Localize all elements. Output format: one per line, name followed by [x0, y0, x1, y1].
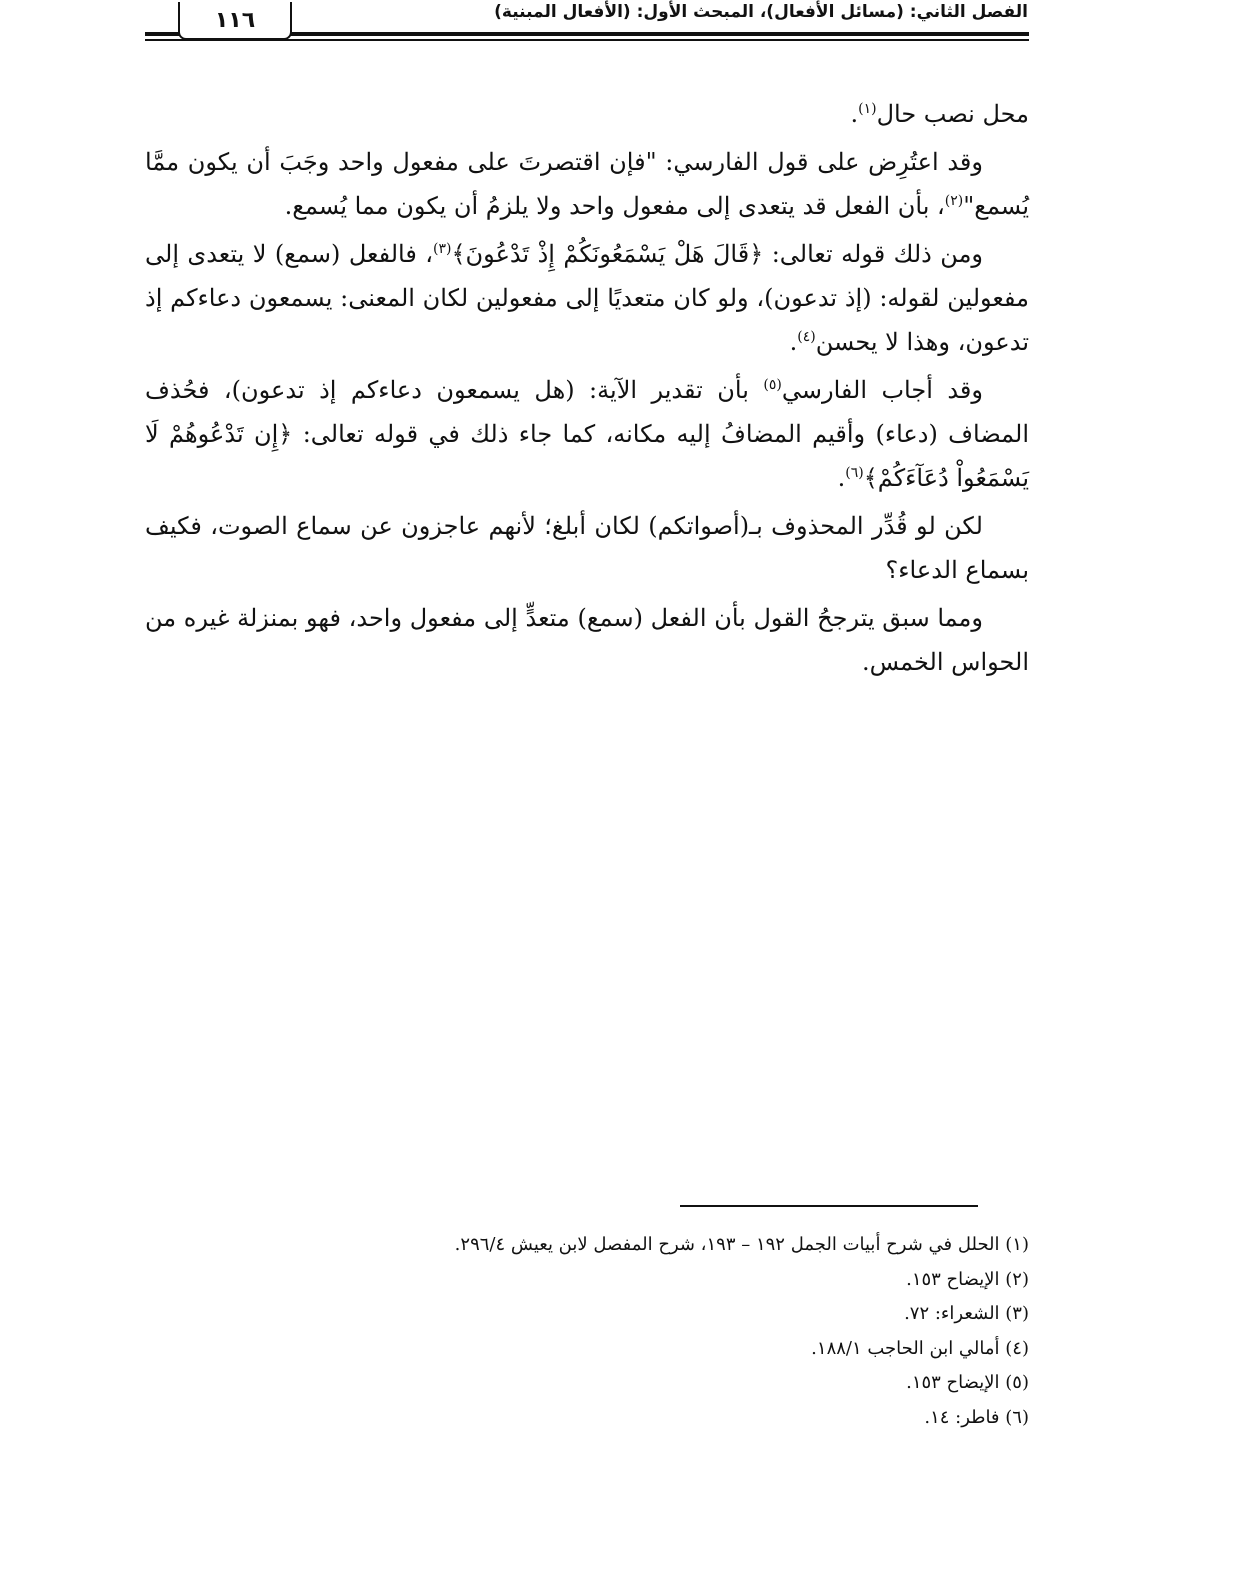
paragraph-tail: . — [850, 100, 859, 128]
paragraph-tail: . — [837, 464, 846, 492]
footnote-ref: (٤) — [797, 329, 816, 345]
main-text — [145, 92, 1029, 688]
footnote-ref: (٥) — [763, 377, 782, 393]
paragraph-tail: . — [789, 328, 798, 356]
footnotes — [300, 1228, 1029, 1435]
paragraph-6 — [145, 596, 1029, 684]
paragraph-text: لكن لو قُدِّر المحذوف بـ(أصواتكم) لكان أبلغ؛ لأنهم عاجزون عن سماع الصوت، فكيف بسماع الدعاء؟ — [145, 512, 1029, 584]
footnote-item: (٣) الشعراء: ٧٢. — [904, 1303, 1029, 1324]
paragraph-tail: ، بأن الفعل قد يتعدى إلى مفعول واحد ولا يلزمُ أن يكون مما يُسمع. — [284, 192, 945, 220]
footnote-ref: (١) — [858, 101, 877, 117]
footnote-ref: (٢) — [944, 193, 964, 209]
paragraph-3 — [145, 232, 1029, 364]
page-number: ١١٦ — [178, 2, 292, 40]
paragraph-text: ومما سبق يترجحُ القول بأن الفعل (سمع) متعدٍّ إلى مفعول واحد، فهو بمنزلة غيره من الحواس الخمس. — [145, 604, 1029, 676]
footnote-item: (١) الحلل في شرح أبيات الجمل ١٩٢ – ١٩٣، شرح المفصل لابن يعيش ٢٩٦/٤. — [454, 1234, 1029, 1255]
paragraph-text: محل نصب حال — [876, 100, 1029, 128]
footnote-item: (٥) الإيضاح ١٥٣. — [906, 1372, 1029, 1393]
paragraph-1 — [145, 92, 1029, 136]
running-title: الفصل الثاني: (مسائل الأفعال)، المبحث الأول: (الأفعال المبنية) — [494, 2, 1028, 22]
paragraph-tail: بأن تقدير الآية: (هل يسمعون دعاءكم إذ تدعون)، فحُذف المضاف (دعاء) وأقيم المضافُ إليه مكانه، كما جاء ذلك في قوله تعالى: ﴿إِن تَدْعُوهُمْ لَا يَسْمَعُواْ دُعَآءَكُمْ﴾ — [145, 376, 1029, 492]
footnote-separator — [680, 1205, 978, 1207]
footnote-item: (٦) فاطر: ١٤. — [924, 1406, 1029, 1428]
footnote-ref: (٣) — [433, 241, 452, 257]
paragraph-4 — [145, 368, 1029, 500]
paragraph-5 — [145, 504, 1029, 592]
paragraph-text: وقد أجاب الفارسي — [781, 376, 983, 404]
paragraph-text: ومن ذلك قوله تعالى: ﴿قَالَ هَلْ يَسْمَعُونَكُمْ إِذْ تَدْعُونَ﴾ — [451, 240, 984, 268]
paragraph-text: وقد اعتُرِض على قول الفارسي: "فإن اقتصرتَ على مفعول واحد وجَبَ أن يكون ممَّا يُسمع" — [145, 148, 1029, 220]
page-header — [0, 0, 1240, 60]
footnote-item: (٤) أمالي ابن الحاجب ١٨٨/١. — [811, 1337, 1029, 1359]
footnote-item: (٢) الإيضاح ١٥٣. — [906, 1268, 1029, 1290]
paragraph-2 — [145, 140, 1029, 228]
footnote-ref: (٦) — [845, 465, 864, 481]
paragraph-tail: ، فالفعل (سمع) لا يتعدى إلى مفعولين لقوله: (إذ تدعون)، ولو كان متعديًا إلى مفعولين لكان المعنى: يسمعون دعاءكم إذ تدعون، وهذا لا يحسن — [145, 240, 1029, 356]
